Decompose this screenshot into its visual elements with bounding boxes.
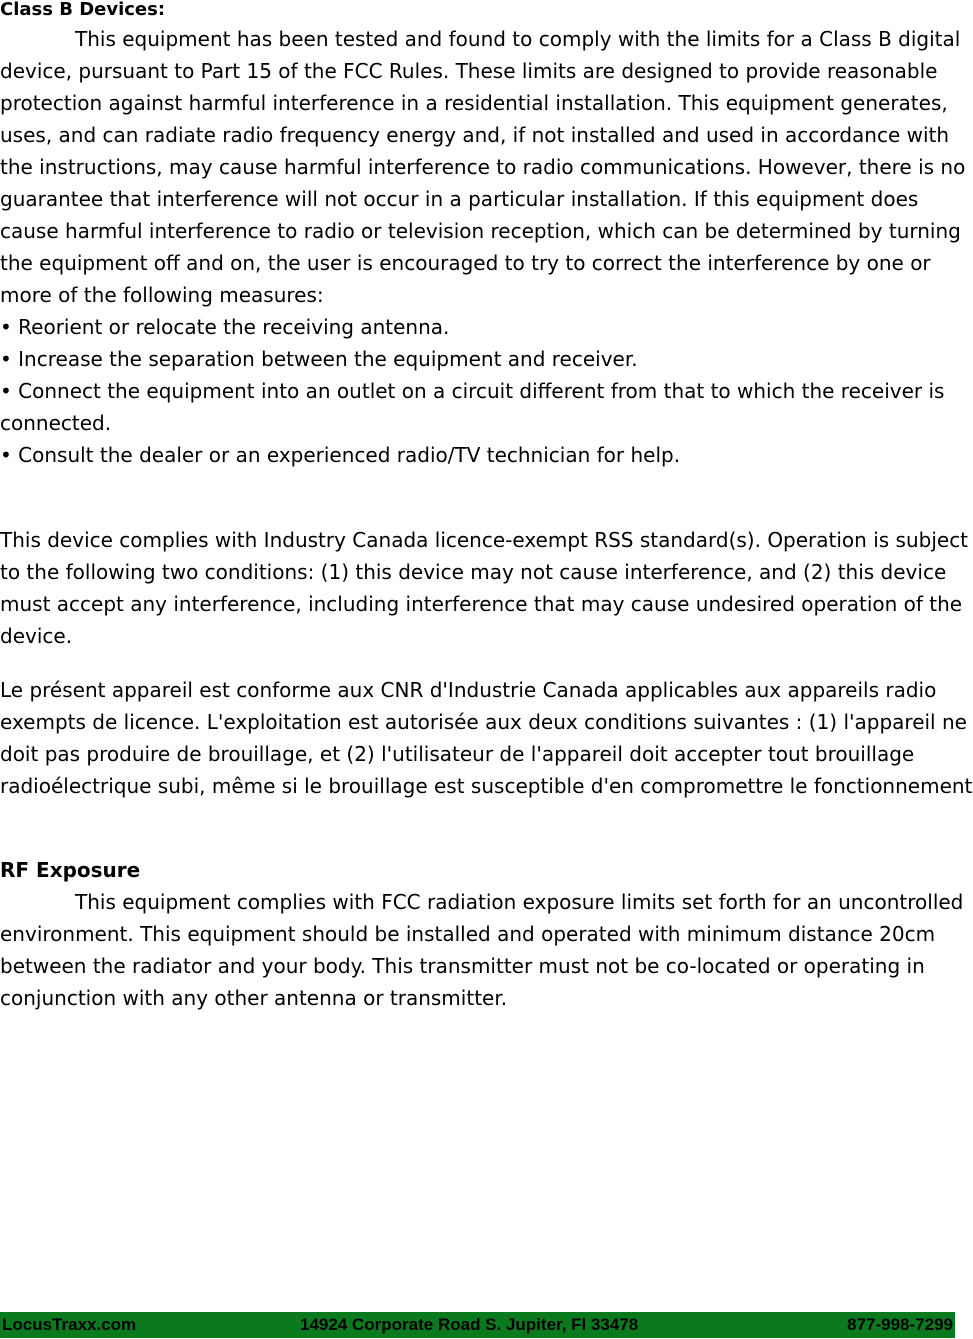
class-b-heading: Class B Devices: (0, 0, 166, 20)
industry-canada-english: This device complies with Industry Canada licence-exempt RSS standard(s). Operation is subject to the following two conditions: (1) this device may not cause interference, and (2) this device must accept any interference, including interference that may cause undesired operation of the device. (0, 528, 969, 648)
list-item: • Increase the separation between the equipment and receiver. (0, 343, 973, 375)
footer-phone: 877-998-7299 (847, 1315, 953, 1334)
list-item: • Consult the dealer or an experienced radio/TV technician for help. (0, 439, 973, 471)
class-b-section (0, 23, 973, 471)
footer-website: LocusTraxx.com (2, 1315, 137, 1334)
class-b-paragraph: This equipment has been tested and found to comply with the limits for a Class B digital device, pursuant to Part 15 of the FCC Rules. These limits are designed to provide reasonable protection against harmful interference in a residential installation. This equipment generates, uses, and can radiate radio frequency energy and, if not installed and used in accordance with the instructions, may cause harmful interference to radio communications. However, there is no guarantee that interference will not occur in a particular installation. If this equipment does cause harmful interference to radio or television reception, which can be determined by turning the equipment off and on, the user is encouraged to try to correct the interference by one or more of the following measures: (0, 27, 966, 307)
list-item: • Reorient or relocate the receiving antenna. (0, 311, 973, 343)
list-item: • Connect the equipment into an outlet on a circuit different from that to which the receiver is connected. (0, 375, 973, 439)
rf-exposure-paragraph: This equipment complies with FCC radiation exposure limits set forth for an uncontrolled environment. This equipment should be installed and operated with minimum distance 20cm between the radiator and your body. This transmitter must not be co-located or operating in conjunction with any other antenna or transmitter. (0, 890, 964, 1010)
measures-list (0, 311, 973, 471)
rf-exposure-heading: RF Exposure (0, 858, 141, 882)
footer-address: 14924 Corporate Road S. Jupiter, Fl 33478 (300, 1315, 639, 1334)
footer-bar (0, 1312, 955, 1338)
industry-canada-french: Le présent appareil est conforme aux CNR d'Industrie Canada applicables aux appareils radio exempts de licence. L'exploitation est autorisée aux deux conditions suivantes : (1) l'appareil ne doit pas produire de brouillage, et (2) l'utilisateur de l'appareil doit accepter tout brouillage radioélectrique subi, même si le brouillage est susceptible d'en compromettre le fonctionnement (0, 678, 973, 798)
